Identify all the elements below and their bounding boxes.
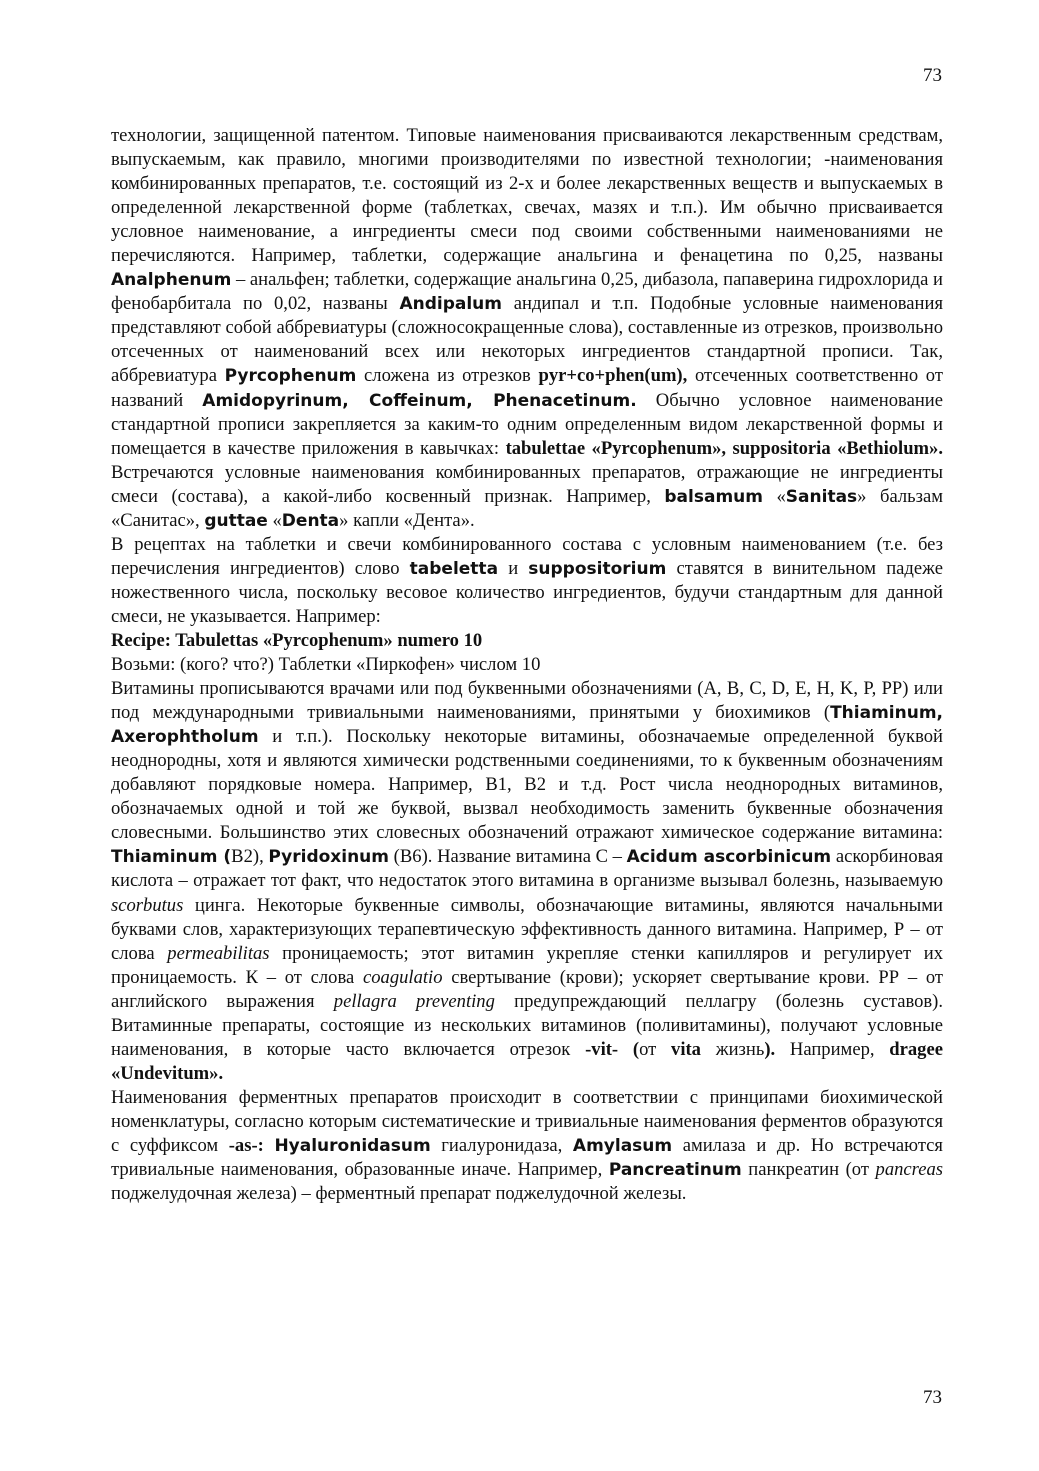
text-run: Возьми: (кого? что?) Таблетки «Пиркофен» числом 10 [111,654,541,676]
bold-term: Pyrcophenum [224,366,357,387]
bold-term: vita [671,1038,701,1060]
text-run: » бальзам «Санитас», [111,485,943,531]
bold-term: ). [764,1038,776,1060]
text-run: амилаза и др. Но встречаются тривиальные наименования, образованные иначе. Например, [111,1134,943,1181]
bold-term: Pancreatinum [608,1160,742,1181]
text-run: и [498,557,529,579]
bold-term: Amidopyrinum, Coffeinum, Phenacetinum. [202,390,637,411]
text-run: Например, [775,1038,890,1060]
paragraph [111,629,943,653]
bold-term: Acidum ascorbinicum [626,847,832,868]
text-run: панкреатин (от [741,1159,876,1181]
text-run: проницаемость; этот витамин укрепляе стенки капилляров и регулирует их проницаемость. К – от слова [111,942,943,988]
bold-term: tabeletta [409,558,499,579]
text-run: сложена из отрезков [356,365,539,387]
bold-term: Thiaminum, Axerophtholum [111,703,943,748]
bold-term: -vit- ( [585,1038,640,1060]
bold-term: -as-: [228,1134,264,1156]
bold-term: Andipalum [399,294,502,315]
bold-term: Thiaminum ( [111,847,232,868]
bold-term: Amylasum [572,1135,673,1156]
bold-term: balsamum [664,486,763,507]
text-run: технологии, защищенной патентом. Типовые наименования присваиваются лекарственным средствам, выпускаемым, как правило, многими производителями по известной технологии; -наименования комбинированных препаратов, т.е. состоящий из 2-х и более лекарственных веществ и выпускаемых в определенной лекарственной форме (таблетках, свечах, мазях и т.п.). Им обычно присваивается условное наименование, а ингредиенты смеси под своими собственными наименованиями не перечисляются. Например, таблетки, содержащие анальгина и фенацетина по 0,25, названы [111,125,943,267]
text-run [264,1135,275,1156]
bold-term: guttae [204,510,268,531]
page-number-bottom: 73 [923,1387,942,1408]
paragraph [111,677,943,1086]
bold-term: Denta [281,510,340,531]
body-text [111,124,943,1206]
text-run: жизнь [700,1038,765,1060]
italic-term: pancreas [875,1159,944,1181]
text-run: Встречаются условные наименования комбинированных препаратов, отражающие не ингредиенты смеси (состава), а какой-либо косвенный признак. Например, [111,461,943,507]
bold-term: Sanitas [785,486,858,507]
bold-term: tabulettae «Pyrcophenum», suppositoria «Bethiolum». [505,437,943,459]
bold-term: dragee «Undevitum». [111,1038,943,1084]
bold-term: suppositorium [528,558,667,579]
italic-term: coagulatio [362,966,443,988]
italic-term: permeabilitas [167,942,270,964]
text-run: от [639,1038,672,1060]
paragraph [111,533,943,629]
paragraph [111,1086,943,1206]
text-run: ставятся в винительном падеже ножественного числа, поскольку весовое количество ингредиентов, будучи стандартным для данной смеси, не указывается. Например: [111,557,943,627]
text-run: отсеченных соответственно от названий [111,365,943,411]
paragraph [111,653,943,677]
text-run: В рецептах на таблетки и свечи комбинированного состава с условным наименованием (т.е. без перечисления ингредиентов) слово [111,533,943,579]
text-run: Обычно условное наименование стандартной прописи закрепляется за каким-то одним определенным видом лекарственной формы и помещается в качестве приложения в кавычках: [111,389,943,459]
text-run: – анальфен; таблетки, содержащие анальгина 0,25, дибазола, папаверина гидрохлорида и фенобарбитала по 0,02, названы [111,269,943,315]
text-run: предупреждающий пеллагру (болезнь суставов). Витаминные препараты, состоящие из нескольких витаминов (поливитамины), получают условные наименования, в которые часто включается отрезок [111,990,944,1060]
italic-term: pellagra preventing [333,990,495,1012]
text-run: Наименования ферментных препаратов происходит в соответствии с принципами биохимической номенклатуры, согласно которым систематические и тривиальные наименования ферментов образуются с суффиксом [111,1086,943,1156]
text-run: B2), [231,846,269,868]
bold-term: Recipe: Tabulettas «Pyrcophenum» numero 10 [111,629,483,651]
text-run: и т.п.). Поскольку некоторые витамины, обозначаемые определенной буквой неоднородны, хотя и являются химически родственными соединениями, то к буквенным обозначениям добавляют порядковые номера. Например, В1, В2 и т.д. Рост числа неоднородных витаминов, обозначаемых одной и той же буквой, вызвал необходимость заменить буквенные обозначения словесными. Большинство этих словесных обозначений отражают химическое содержание витамина: [111,726,943,844]
bold-term: Analphenum [111,270,232,291]
paragraph [111,124,943,533]
text-run: « [267,509,282,531]
bold-term: Hyaluronidasum [274,1135,431,1156]
text-run: Витамины прописываются врачами или под буквенными обозначениями (A, B, C, D, E, H, K, P, PP) или под международными тривиальными наименованиями, принятыми у биохимиков ( [111,678,943,724]
text-run: » капли «Дента». [339,509,475,531]
italic-term: scorbutus [111,894,184,916]
text-run: гиалуронидаза, [430,1134,573,1156]
page-number-top: 73 [923,65,942,86]
text-run: свертывание (крови); ускоряет свертывание крови. РР – от английского выражения [111,966,944,1012]
text-run: андипал и т.п. Подобные условные наименования представляют собой аббревиатуры (сложносокращенные слова), составленные из отрезков, произвольно отсеченных от наименований всех или некоторых ингредиентов стандартной прописи. Так, аббревиатура [111,293,943,387]
text-run: « [762,485,786,507]
text-run: аскорбиновая кислота – отражает тот факт, что недостаток этого витамина в организме вызывал болезнь, называемую [111,846,944,892]
bold-term: Pyridoxinum [268,847,390,868]
bold-term: pyr+co+phen(um), [538,365,688,387]
text-run: цинга. Некоторые буквенные символы, обозначающие витамины, являются начальными буквами слов, характеризующих терапевтическую эффективность данного витамина. Например, Р – от слова [111,894,943,964]
text-run: (B6). Название витамина С – [389,846,627,868]
text-run: поджелудочная железа) – ферментный препарат поджелудочной железы. [111,1183,687,1205]
